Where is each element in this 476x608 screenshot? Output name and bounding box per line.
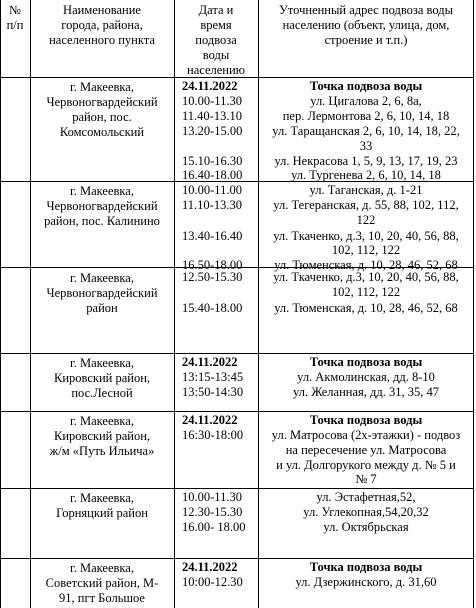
row-4-date: 24.11.2022 xyxy=(182,355,238,369)
row-5-time-1: 16:30-18:00 xyxy=(182,428,244,442)
row-2-time-2: 11.10-13.30 xyxy=(182,198,242,212)
row-3-address-3: ул. Тюменская, д. 10, 28, 46, 52, 68 xyxy=(274,301,458,315)
row-5-place: г. Макеевка, Кировский район, ж/м «Путь Ильича» xyxy=(49,414,155,458)
row-1-address-3: ул. Таращанская 2, 6, 10, 14, 18, 22, xyxy=(272,124,460,138)
row-5-address-1: ул. Матросова (2х-этажки) - подвоз xyxy=(271,428,461,442)
row-3-place: г. Макеевка, Червоногвардейский район xyxy=(46,271,158,315)
row-2-time-4: 16.50-18.00 xyxy=(182,258,243,272)
row-5-address-4: № 7 xyxy=(355,472,377,486)
row-5-address-2: на пересечение ул. Матросова xyxy=(285,443,447,457)
row-4-address-1: ул. Акмолинская, дд. 8-10 xyxy=(297,370,435,384)
row-1-address-1: ул. Цигалова 2, 6, 8а, xyxy=(310,94,422,108)
row-2-place: г. Макеевка, Червоногвардейский район, пос. Калинино xyxy=(44,184,160,228)
row-5-date: 24.11.2022 xyxy=(182,413,238,427)
header-place: Наименование города, района, населенного пункта xyxy=(49,3,155,47)
header-num: № п/п xyxy=(6,3,24,32)
row-3-time-1: 12.50-15.30 xyxy=(182,270,243,284)
row-6-address-3: ул. Октябрьская xyxy=(323,520,409,534)
row-4-place: г. Макеевка, Кировский район, пос.Лесной xyxy=(53,356,151,400)
row-4-time-2: 13:50-14:30 xyxy=(182,385,244,399)
row-1-time-3: 13.20-15.00 xyxy=(182,124,243,138)
row-7-time-1: 10:00-12.30 xyxy=(182,575,243,589)
row-5-point: Точка подвоза воды xyxy=(309,413,423,427)
row-1-time-1: 10.00-11.30 xyxy=(182,94,242,108)
row-6-time-3: 16.00- 18.00 xyxy=(182,520,246,534)
row-7-point: Точка подвоза воды xyxy=(309,560,423,574)
row-6-time-1: 10.00-11.30 xyxy=(182,490,242,504)
row-3-time-2: 15.40-18.00 xyxy=(182,301,243,315)
row-1-time-5: 16.40-18.00 xyxy=(182,168,243,182)
row-2-time-1: 10.00-11.00 xyxy=(182,183,242,197)
row-4-point: Точка подвоза воды xyxy=(309,355,423,369)
row-1-address-6: ул. Тургенева 2, 6, 10, 14, 18 xyxy=(291,168,441,182)
row-1-time-4: 15.10-16.30 xyxy=(182,154,243,168)
header-time: Дата и время подвоза воды населению xyxy=(187,3,245,77)
row-1-place: г. Макеевка, Червоногвардейский район, пос. Комсомольский xyxy=(46,80,158,139)
row-2-address-3: 122 xyxy=(356,213,376,227)
row-1-time-2: 11.40-13.10 xyxy=(182,109,242,123)
row-6-time-2: 12.30-15.30 xyxy=(182,505,243,519)
row-5-address-3: и ул. Долгорукого между д. № 5 и xyxy=(276,458,456,472)
row-2-time-3: 13.40-16.40 xyxy=(182,229,243,243)
row-2-address-6: ул. Тюменская, д. 10, 28, 46, 52, 68 xyxy=(274,258,458,272)
row-7-place: г. Макеевка, Советский район, М- 91, пгт Большое xyxy=(45,561,159,605)
row-7-address-1: ул. Дзержинского, д. 31,60 xyxy=(295,575,437,589)
row-1-address-5: ул. Некрасова 1, 5, 9, 13, 17, 19, 23 xyxy=(274,154,458,168)
row-1-point: Точка подвоза воды xyxy=(309,79,423,93)
row-6-address-2: ул. Углекопная,54,20,32 xyxy=(303,505,429,519)
row-2-address-4: ул. Ткаченко, д.3, 10, 20, 40, 56, 88, xyxy=(273,229,459,243)
row-4-address-2: ул. Желанная, дд. 31, 35, 47 xyxy=(293,385,439,399)
row-2-address-2: ул. Тегеранская, д. 55, 88, 102, 112, xyxy=(273,198,459,212)
row-2-address-1: ул. Таганская, д. 1-21 xyxy=(309,183,423,197)
row-3-address-2: 102, 112, 122 xyxy=(331,285,401,299)
row-1-address-2: пер. Лермонтова 2, 6, 10, 14, 18 xyxy=(282,109,450,123)
row-6-place: г. Макеевка, Горняцкий район xyxy=(56,491,148,520)
row-6-address-1: ул. Эстафетная,52, xyxy=(316,490,416,504)
row-2-address-5: 102, 112, 122 xyxy=(331,243,401,257)
row-7-date: 24.11.2022 xyxy=(182,560,238,574)
row-1-date: 24.11.2022 xyxy=(182,79,238,93)
row-4-time-1: 13:15-13:45 xyxy=(182,370,244,384)
row-3-address-1: ул. Ткаченко, д.3, 10, 20, 40, 56, 88, xyxy=(273,270,459,284)
row-1-address-4: 33 xyxy=(359,139,373,153)
header-address: Уточненный адрес подвоза воды населению (объект, улица, дом, строение и т.п.) xyxy=(279,3,453,47)
